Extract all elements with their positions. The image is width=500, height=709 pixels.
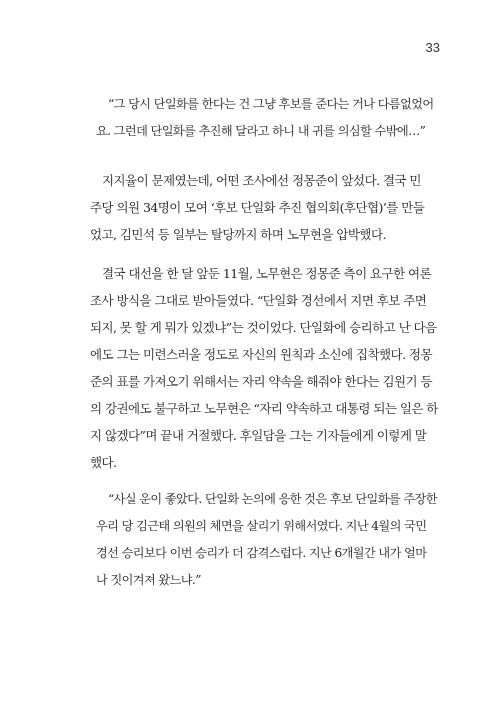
quote-block-2 [90,486,437,594]
paragraph-2-line: 되지, 못 할 게 뭐가 있겠냐”는 것이었다. 단일화에 승리하고 난 다음 [90,320,437,335]
paragraph-1-line: 지지율이 문제였는데, 어떤 조사에선 정몽준이 앞섰다. 결국 민 [102,173,421,188]
paragraph-2-line: 결국 대선을 한 달 앞둔 11월, 노무현은 정몽준 측이 요구한 여론 [102,266,432,281]
paragraph-2-line: 지 않겠다”며 끝내 거절했다. 후일담을 그는 기자들에게 이렇게 말 [90,428,427,443]
quote-2-line: 경선 승리보다 이번 승리가 더 감격스럽다. 지난 6개월간 내가 얼마 [96,546,427,560]
paragraph-2-line: 준의 표를 가져오기 위해서는 자리 약속을 해줘야 한다는 김원기 등 [90,374,432,389]
paragraph-2-line: 했다. [90,455,117,470]
quote-2-line: 나 짓이겨져 왔느냐.” [96,573,201,587]
paragraph-1-line: 주당 의원 34명이 모여 ‘후보 단일화 추진 협의회(후단협)’를 만들 [90,200,425,215]
page-number: 33 [425,40,440,55]
paragraph-2-line: 의 강권에도 불구하고 노무현은 “자리 약속하고 대통령 되는 일은 하 [90,401,438,416]
paragraph-2-line: 조사 방식을 그대로 받아들였다. “단일화 경선에서 지면 후보 주면 [90,293,427,308]
quote-block-1 [90,91,434,145]
paragraph-2-line: 에도 그는 미련스러울 정도로 자신의 원칙과 소신에 집착했다. 정몽 [90,347,432,362]
paragraph-1 [90,167,430,248]
quote-1-line: 요. 그런데 단일화를 추진해 달라고 하니 내 귀를 의심할 수밖에…” [96,124,426,138]
quote-2-line: “사실 운이 좋았다. 단일화 논의에 응한 것은 후보 단일화를 주장한 [108,492,437,506]
paragraph-1-line: 었고, 김민석 등 일부는 탈당까지 하며 노무현을 압박했다. [90,227,386,242]
quote-1-line: “그 당시 단일화를 한다는 건 그냥 후보를 준다는 거나 다름없었어 [108,97,434,111]
paragraph-2 [90,260,438,476]
quote-2-line: 우리 당 김근태 의원의 체면을 살리기 위해서였다. 지난 4월의 국민 [96,519,427,533]
